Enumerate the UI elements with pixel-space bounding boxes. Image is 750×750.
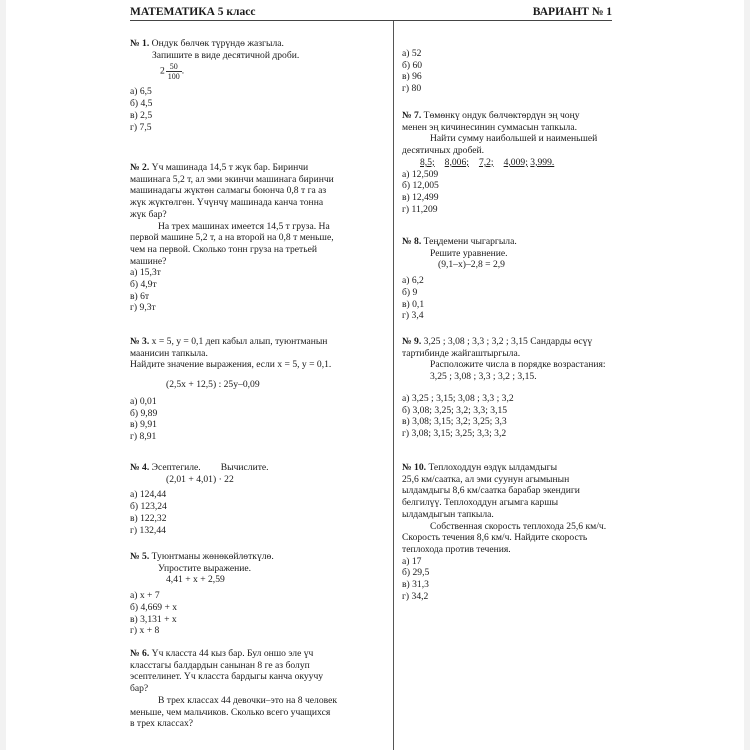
subject-title: МАТЕМАТИКА 5 класс — [130, 6, 256, 18]
option-c: в) 0,1 — [402, 298, 425, 310]
right-margin-shadow — [744, 0, 750, 750]
option-b: б) 29,5 — [402, 567, 430, 579]
option-d: г) 3,08; 3,15; 3,25; 3,3; 3,2 — [402, 427, 507, 439]
task-text-ky: Теңдемени чыгаргыла. — [423, 236, 517, 247]
fraction-dot: . — [181, 66, 185, 78]
option-b: б) 4,669 + x — [130, 601, 178, 613]
option-a: а) 124,44 — [130, 489, 167, 501]
task-number: № 2. — [130, 162, 150, 173]
option-c: в) 96 — [402, 71, 422, 83]
task-text-ky: жүк бар? — [130, 208, 167, 220]
task-text-ru: Вычислите. — [220, 462, 269, 473]
task-text-ky: Төмөнкү ондук бөлчөктөрдүн эң чоңу — [423, 110, 580, 121]
option-a: а) 6,2 — [402, 275, 424, 287]
task-text-ky: x = 5, y = 0,1 деп кабыл алып, туюнтманын — [151, 336, 328, 347]
option-a: а) 17 — [402, 555, 422, 567]
expression: (2,01 + 4,01) · 22 — [166, 473, 234, 485]
task-text-ru: первой машине 5,2 т, а на второй на 0,8 т меньше, — [130, 232, 334, 244]
option-b: б) 3,08; 3,25; 3,2; 3,3; 3,15 — [402, 404, 508, 416]
task-text-ru: Собственная скорость теплохода 25,6 км/ч. — [430, 520, 607, 532]
task-7 — [402, 110, 634, 215]
task-text-ky: 25,6 км/саатка, ал эми суунун агымынын — [402, 473, 570, 485]
task-text-ky: Үч машинада 14,5 т жүк бар. Биринчи — [151, 162, 309, 173]
task-text-ru: десятичных дробей. — [402, 145, 484, 157]
option-b: б) 9,89 — [130, 407, 158, 419]
option-b: б) 12,005 — [402, 180, 439, 192]
option-d: г) 80 — [402, 83, 422, 95]
option-d: г) x + 8 — [130, 625, 160, 637]
task-text-ky: Туюнтманы жөнөкөйлөткүлө. — [151, 551, 274, 562]
task-number: № 5. — [130, 551, 150, 562]
option-b: б) 123,24 — [130, 501, 167, 513]
task-text-ky: бар? — [130, 683, 149, 695]
task-text-ru: На трех машинах имеется 14,5 т груза. На — [158, 220, 330, 232]
expression: (2,5x + 12,5) : 25y–0,09 — [166, 379, 260, 391]
option-a: а) 15,3т — [130, 267, 161, 279]
task-3 — [130, 336, 370, 443]
task-6 — [130, 648, 370, 730]
task-text-ky: ылдамдыгы 8,6 км/саатка барабар экендиги — [402, 485, 580, 497]
task-text-ky: тартибинде жайгаштыргыла. — [402, 347, 521, 359]
task-number: № 1. — [130, 38, 150, 49]
option-c: в) 2,5 — [130, 109, 153, 121]
fraction-numerator: 50 — [166, 62, 182, 72]
task-10 — [402, 462, 634, 602]
option-d: г) 8,91 — [130, 430, 157, 442]
option-a: а) 6,5 — [130, 86, 152, 98]
task-text-ru: в трех классах? — [130, 718, 194, 730]
left-margin-shadow — [0, 0, 6, 750]
option-b: б) 4,9т — [130, 279, 157, 291]
task-text-ky: ылдамдыгын тапкыла. — [402, 508, 494, 520]
task-text-ky: класстагы балдардын санынан 8 ге аз болуп — [130, 659, 310, 671]
option-c: в) 3,131 + x — [130, 613, 177, 625]
option-d: г) 7,5 — [130, 121, 152, 133]
task-text-ru: чем на первой. Сколько тонн груза на третьей — [130, 243, 317, 255]
task-9 — [402, 336, 634, 440]
option-c: в) 12,499 — [402, 191, 439, 203]
task-text-ru: Запишите в виде десятичной дроби. — [152, 49, 300, 61]
task-text-ru: меньше, чем мальчиков. Сколько всего учащихся — [130, 706, 331, 718]
equation: (9,1–x)–2,8 = 2,9 — [438, 259, 505, 271]
fraction — [166, 62, 185, 82]
task-text-ky: Ондук бөлчөк түрүндө жазгыла. — [151, 38, 284, 49]
task-text-ky: Үч класста 44 кыз бар. Бул оншо эле үч — [151, 648, 314, 659]
task-text-ky: маанисин тапкыла. — [130, 347, 208, 359]
task-text-ru: Скорость течения 8,6 км/ч. Найдите скорость — [402, 532, 588, 544]
task-text-ky: машинага 5,2 т, ал эми экинчи машинага биринчи — [130, 173, 334, 185]
fraction-denominator: 100 — [167, 72, 180, 82]
task-8 — [402, 236, 634, 322]
task-number: № 7. — [402, 110, 422, 121]
number-value: 4,009; — [503, 156, 528, 168]
task-text-ky: машинадагы жүктөн салмагы боюнча 0,8 т га аз — [130, 185, 327, 197]
task-text-ru: В трех классах 44 девочки–это на 8 человек — [158, 694, 338, 706]
option-c: в) 122,32 — [130, 512, 167, 524]
option-a: а) 3,25 ; 3,15; 3,08 ; 3,3 ; 3,2 — [402, 392, 514, 404]
task-2 — [130, 162, 370, 314]
task-text-ru: машине? — [130, 255, 167, 267]
option-b: б) 4,5 — [130, 98, 153, 110]
task-text-ky: менен эң кичинесинин суммасын тапкыла. — [402, 121, 577, 133]
number-value: 8,006; — [444, 156, 469, 168]
task-6-options — [402, 48, 634, 95]
task-number: № 6. — [130, 648, 150, 659]
task-text-ru: Упростите выражение. — [158, 562, 252, 574]
option-a: а) 0,01 — [130, 395, 157, 407]
header-divider — [130, 20, 612, 21]
number-value: 7,2; — [478, 156, 494, 168]
fraction-whole: 2 — [160, 66, 165, 78]
task-text-ru: 3,25 ; 3,08 ; 3,3 ; 3,2 ; 3,15. — [430, 371, 537, 383]
expression: 4,41 + x + 2,59 — [166, 574, 225, 586]
option-d: г) 132,44 — [130, 524, 166, 536]
option-b: б) 9 — [402, 286, 418, 298]
task-5 — [130, 551, 370, 637]
option-a: а) x + 7 — [130, 590, 160, 602]
task-text-ky: Теплоходдун өздүк ылдамдыгы — [428, 462, 558, 473]
task-text-ru: Расположите числа в порядке возрастания: — [430, 359, 606, 371]
option-c: в) 31,3 — [402, 579, 429, 591]
task-text-ru: Найти сумму наибольшей и наименьшей — [430, 133, 598, 145]
task-number: № 10. — [402, 462, 427, 473]
number-list — [402, 157, 634, 169]
task-text-ky: жүк жүктөлгөн. Үчүнчү машинада канча тонна — [130, 197, 324, 209]
option-a: а) 52 — [402, 48, 422, 59]
task-text-ky: 3,25 ; 3,08 ; 3,3 ; 3,2 ; 3,15 Сандарды өсүү — [423, 336, 593, 347]
task-text-ru: Решите уравнение. — [430, 247, 508, 259]
mixed-fraction — [130, 62, 370, 81]
task-4 — [130, 462, 370, 536]
task-number: № 8. — [402, 236, 422, 247]
option-b: б) 60 — [402, 59, 423, 71]
number-value: 3,999. — [530, 156, 555, 168]
task-number: № 4. — [130, 462, 150, 473]
task-text-ky: белгилүү. Теплоходдун агымга каршы — [402, 497, 559, 509]
page-header — [130, 6, 612, 20]
task-1 — [130, 38, 370, 133]
task-text-ky: эсептелинет. Үч класста бардыгы канча окуучу — [130, 671, 324, 683]
column-divider — [393, 21, 394, 750]
option-c: в) 3,08; 3,15; 3,2; 3,25; 3,3 — [402, 416, 507, 428]
task-text-ky: Эсептегиле. — [151, 462, 201, 473]
option-d: г) 9,3т — [130, 302, 156, 314]
task-text-ru: теплохода против течения. — [402, 543, 511, 555]
task-number: № 9. — [402, 336, 422, 347]
number-value: 8,5; — [420, 156, 435, 168]
option-d: г) 34,2 — [402, 590, 429, 602]
variant-title: ВАРИАНТ № 1 — [532, 6, 612, 18]
option-c: в) 6т — [130, 290, 150, 302]
option-c: в) 9,91 — [130, 419, 157, 431]
option-a: а) 12,509 — [402, 168, 439, 180]
option-d: г) 3,4 — [402, 310, 424, 322]
task-number: № 3. — [130, 336, 150, 347]
task-text-ru: Найдите значение выражения, если x = 5, y = 0,1. — [130, 359, 332, 371]
option-d: г) 11,209 — [402, 203, 438, 215]
